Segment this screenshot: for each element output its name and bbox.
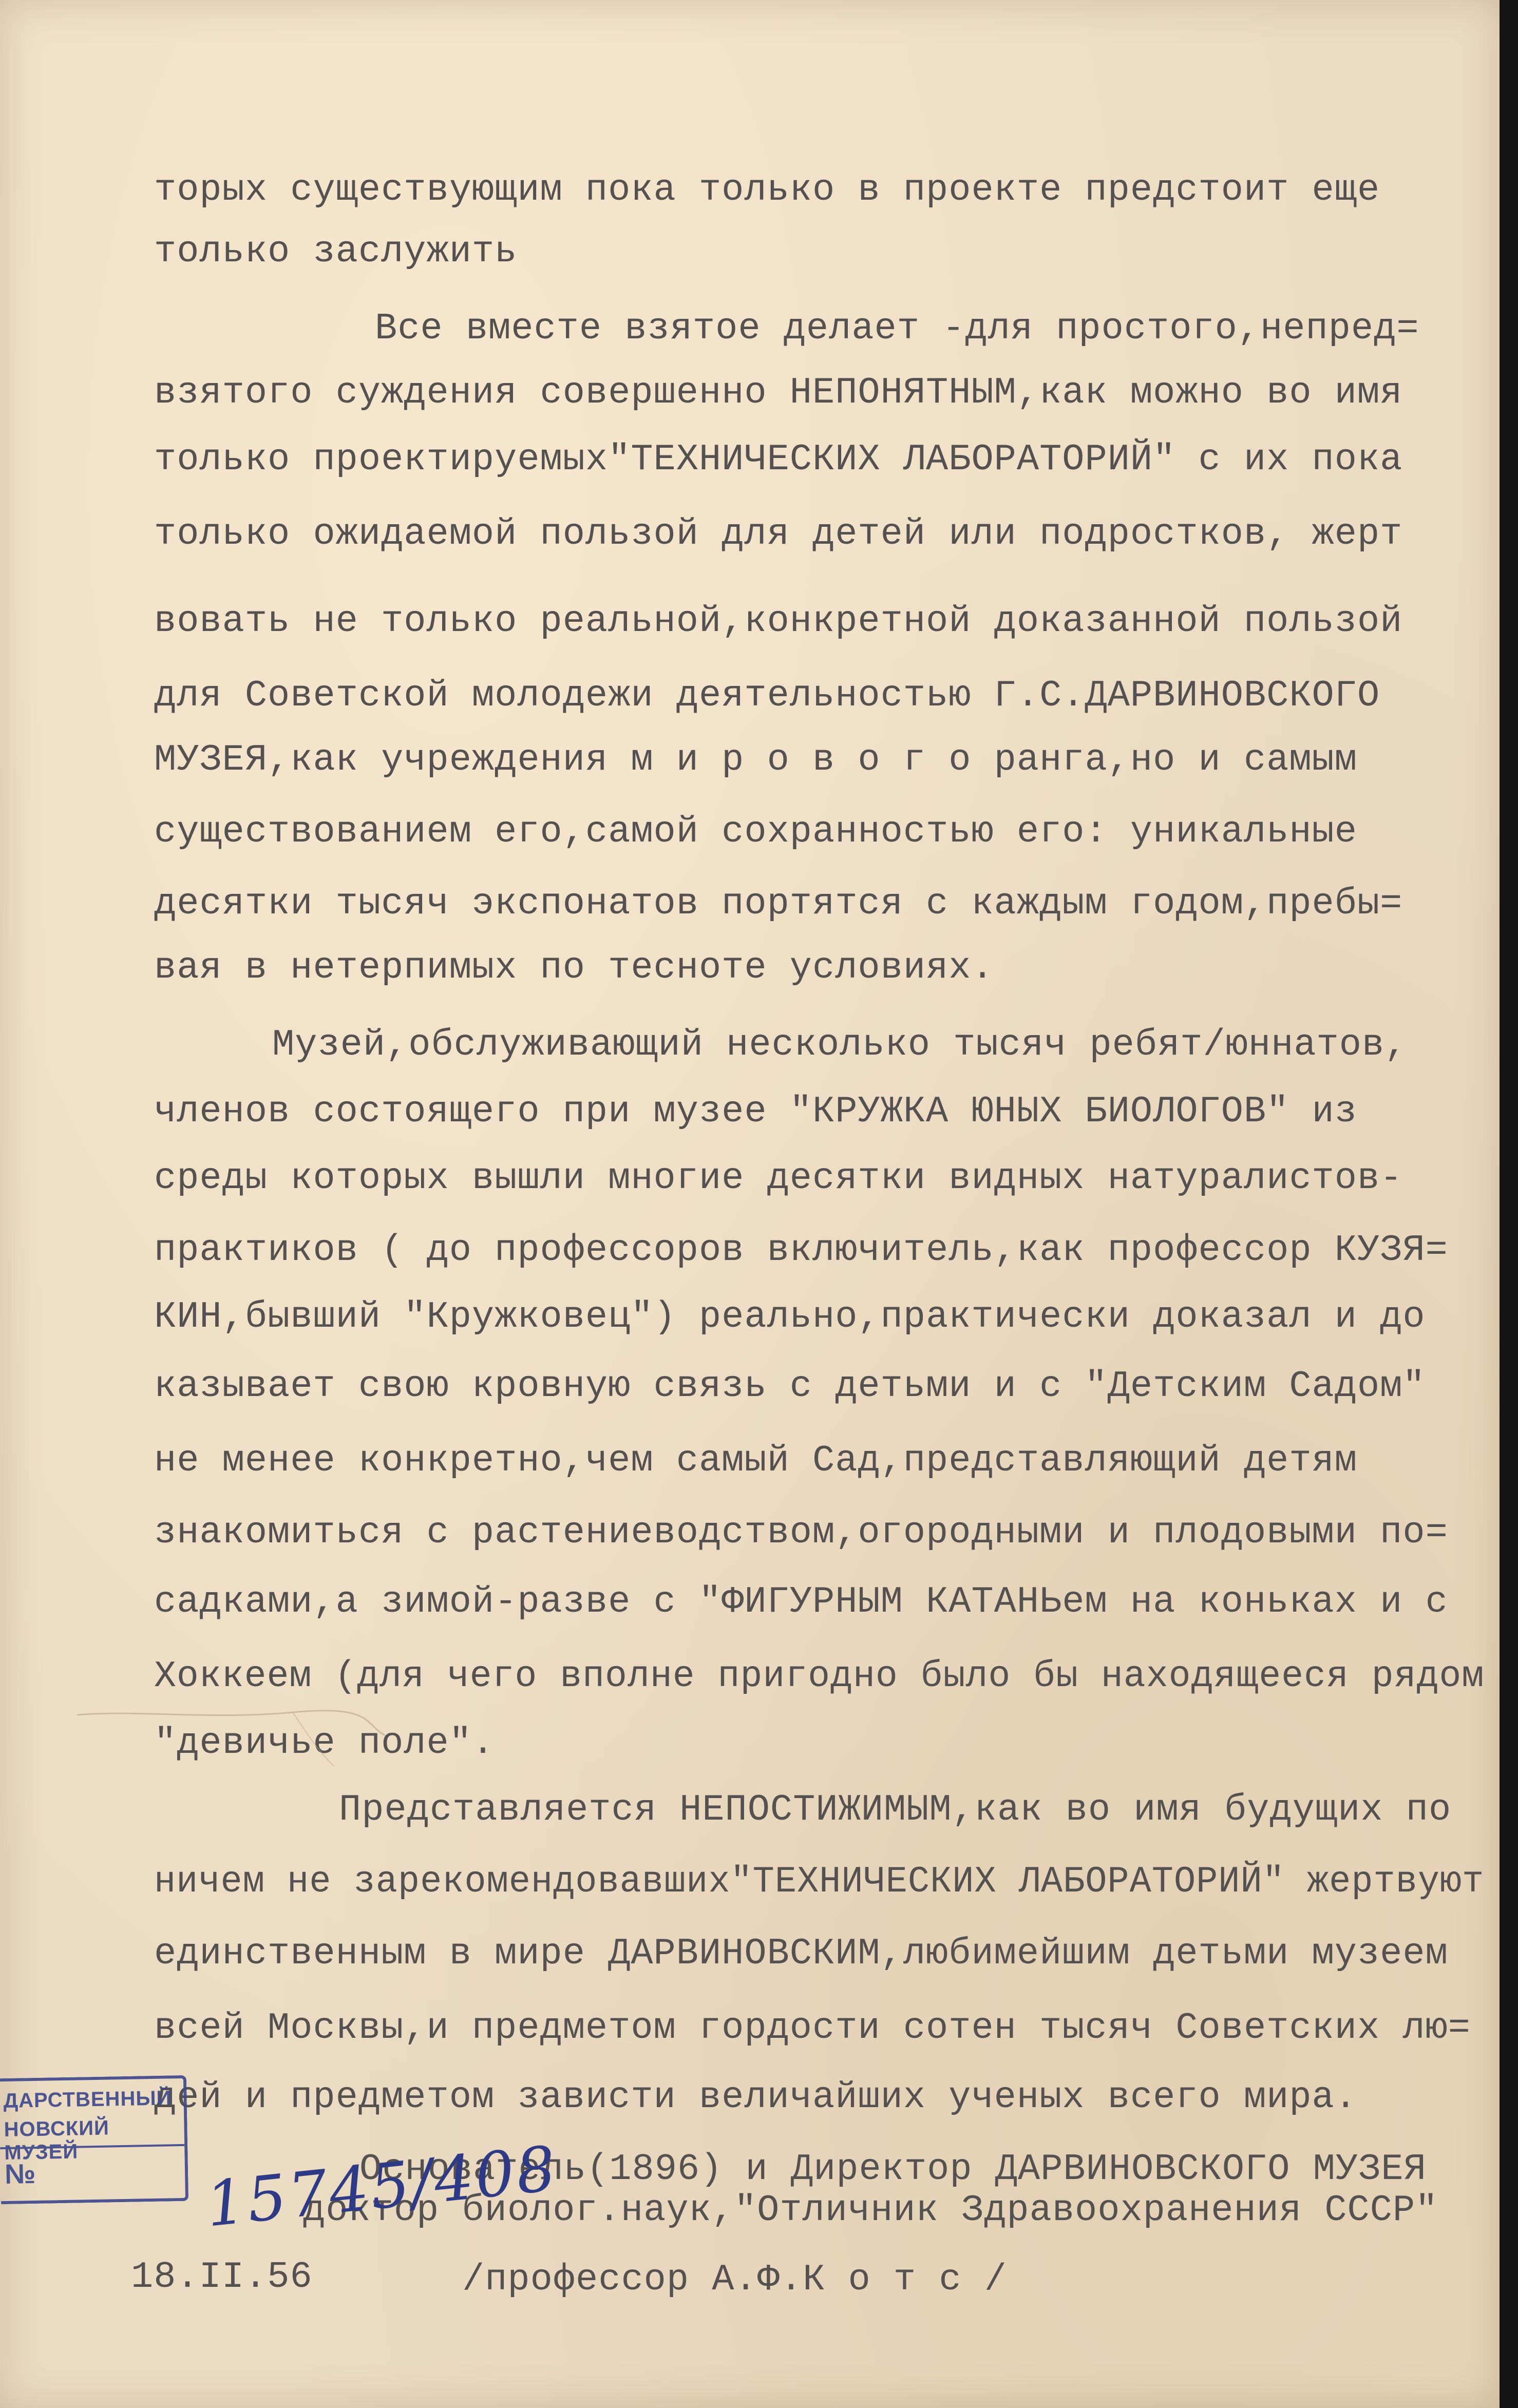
- founder-line: Основатель(1896) и Директор ДАРВИНОВСКОГО МУЗЕЯ: [359, 2148, 1427, 2190]
- text-line-27: всей Москвы,и предметом гордости сотен тысяч Советских лю=: [154, 2007, 1471, 2049]
- document-date: 18.II.56: [131, 2256, 313, 2298]
- credentials-line: доктор биолог.наук,"Отличник Здравоохранения СССР": [303, 2189, 1438, 2231]
- text-line-9: МУЗЕЯ,как учреждения м и р о в о г о ранга,но и самым: [154, 739, 1357, 781]
- museum-stamp: [0, 2075, 188, 2204]
- text-line-7: вовать не только реальной,конкретной доказанной пользой: [154, 600, 1403, 642]
- text-line-3: Все вместе взятое делает -для простого,непред=: [375, 308, 1419, 350]
- text-line-19: не менее конкретно,чем самый Сад,представляющий детям: [154, 1440, 1357, 1482]
- text-line-18: казывает свою кровную связь с детьми и с "Детским Садом": [154, 1365, 1426, 1407]
- stamp-number-prefix: №: [4, 2158, 36, 2190]
- text-line-16: практиков ( до профессоров включитель,как профессор КУЗЯ=: [154, 1229, 1448, 1271]
- signature-line: /профессор А.Ф.К о т с /: [462, 2259, 1007, 2301]
- text-line-21: садками,а зимой-разве с "ФИГУРНЫМ КАТАНЬем на коньках и с: [154, 1581, 1448, 1623]
- text-line-11: десятки тысяч экспонатов портятся с каждым годом,пребы=: [154, 883, 1403, 925]
- text-line-15: среды которых вышли многие десятки видных натуралистов-: [154, 1157, 1403, 1199]
- text-line-12: вая в нетерпимых по тесноте условиях.: [154, 947, 994, 989]
- text-line-6: только ожидаемой пользой для детей или подростков, жерт: [154, 513, 1403, 555]
- text-line-1: торых существующим пока только в проекте предстоит еще: [154, 169, 1380, 211]
- paper-crease-mark: [77, 1705, 385, 1766]
- stamp-line-1: ДАРСТВЕННЫЙ: [3, 2087, 172, 2113]
- handwritten-inventory-number: 15745/408: [202, 2133, 561, 2241]
- text-line-25: ничем не зарекомендовавших"ТЕХНИЧЕСКИХ ЛАБОРАТОРИЙ" жертвуют: [154, 1861, 1485, 1903]
- text-line-8: для Советской молодежи деятельностью Г.С.ДАРВИНОВСКОГО: [154, 675, 1380, 717]
- text-line-22: Хоккеем (для чего вполне пригодно было бы находящееся рядом: [154, 1655, 1485, 1697]
- text-line-2: только заслужить: [154, 231, 518, 273]
- text-line-24: Представляется НЕПОСТИЖИМЫМ,как во имя будущих по: [339, 1789, 1452, 1831]
- scan-background-edge: [1500, 0, 1518, 2408]
- text-line-23: "девичье поле".: [154, 1722, 495, 1764]
- text-line-13: Музей,обслуживающий несколько тысяч ребят/юннатов,: [272, 1024, 1408, 1066]
- text-line-10: существованием его,самой сохранностью его: уникальные: [154, 811, 1357, 853]
- text-line-5: только проектируемых"ТЕХНИЧЕСКИХ ЛАБОРАТОРИЙ" с их пока: [154, 438, 1403, 481]
- text-line-26: единственным в мире ДАРВИНОВСКИМ,любимейшим детьми музеем: [154, 1933, 1448, 1975]
- text-line-4: взятого суждения совершенно НЕПОНЯТНЫМ,как можно во имя: [154, 372, 1403, 414]
- stamp-line-2: НОВСКИЙ МУЗЕЙ: [4, 2116, 110, 2165]
- text-line-14: членов состоящего при музее "КРУЖКА ЮНЫХ БИОЛОГОВ" из: [154, 1091, 1357, 1133]
- text-line-28: дей и предметом зависти величайших ученых всего мира.: [154, 2076, 1357, 2118]
- text-line-20: знакомиться с растениеводством,огородными и плодовыми по=: [154, 1512, 1448, 1554]
- text-line-17: КИН,бывший "Кружковец") реально,практически доказал и до: [154, 1296, 1426, 1338]
